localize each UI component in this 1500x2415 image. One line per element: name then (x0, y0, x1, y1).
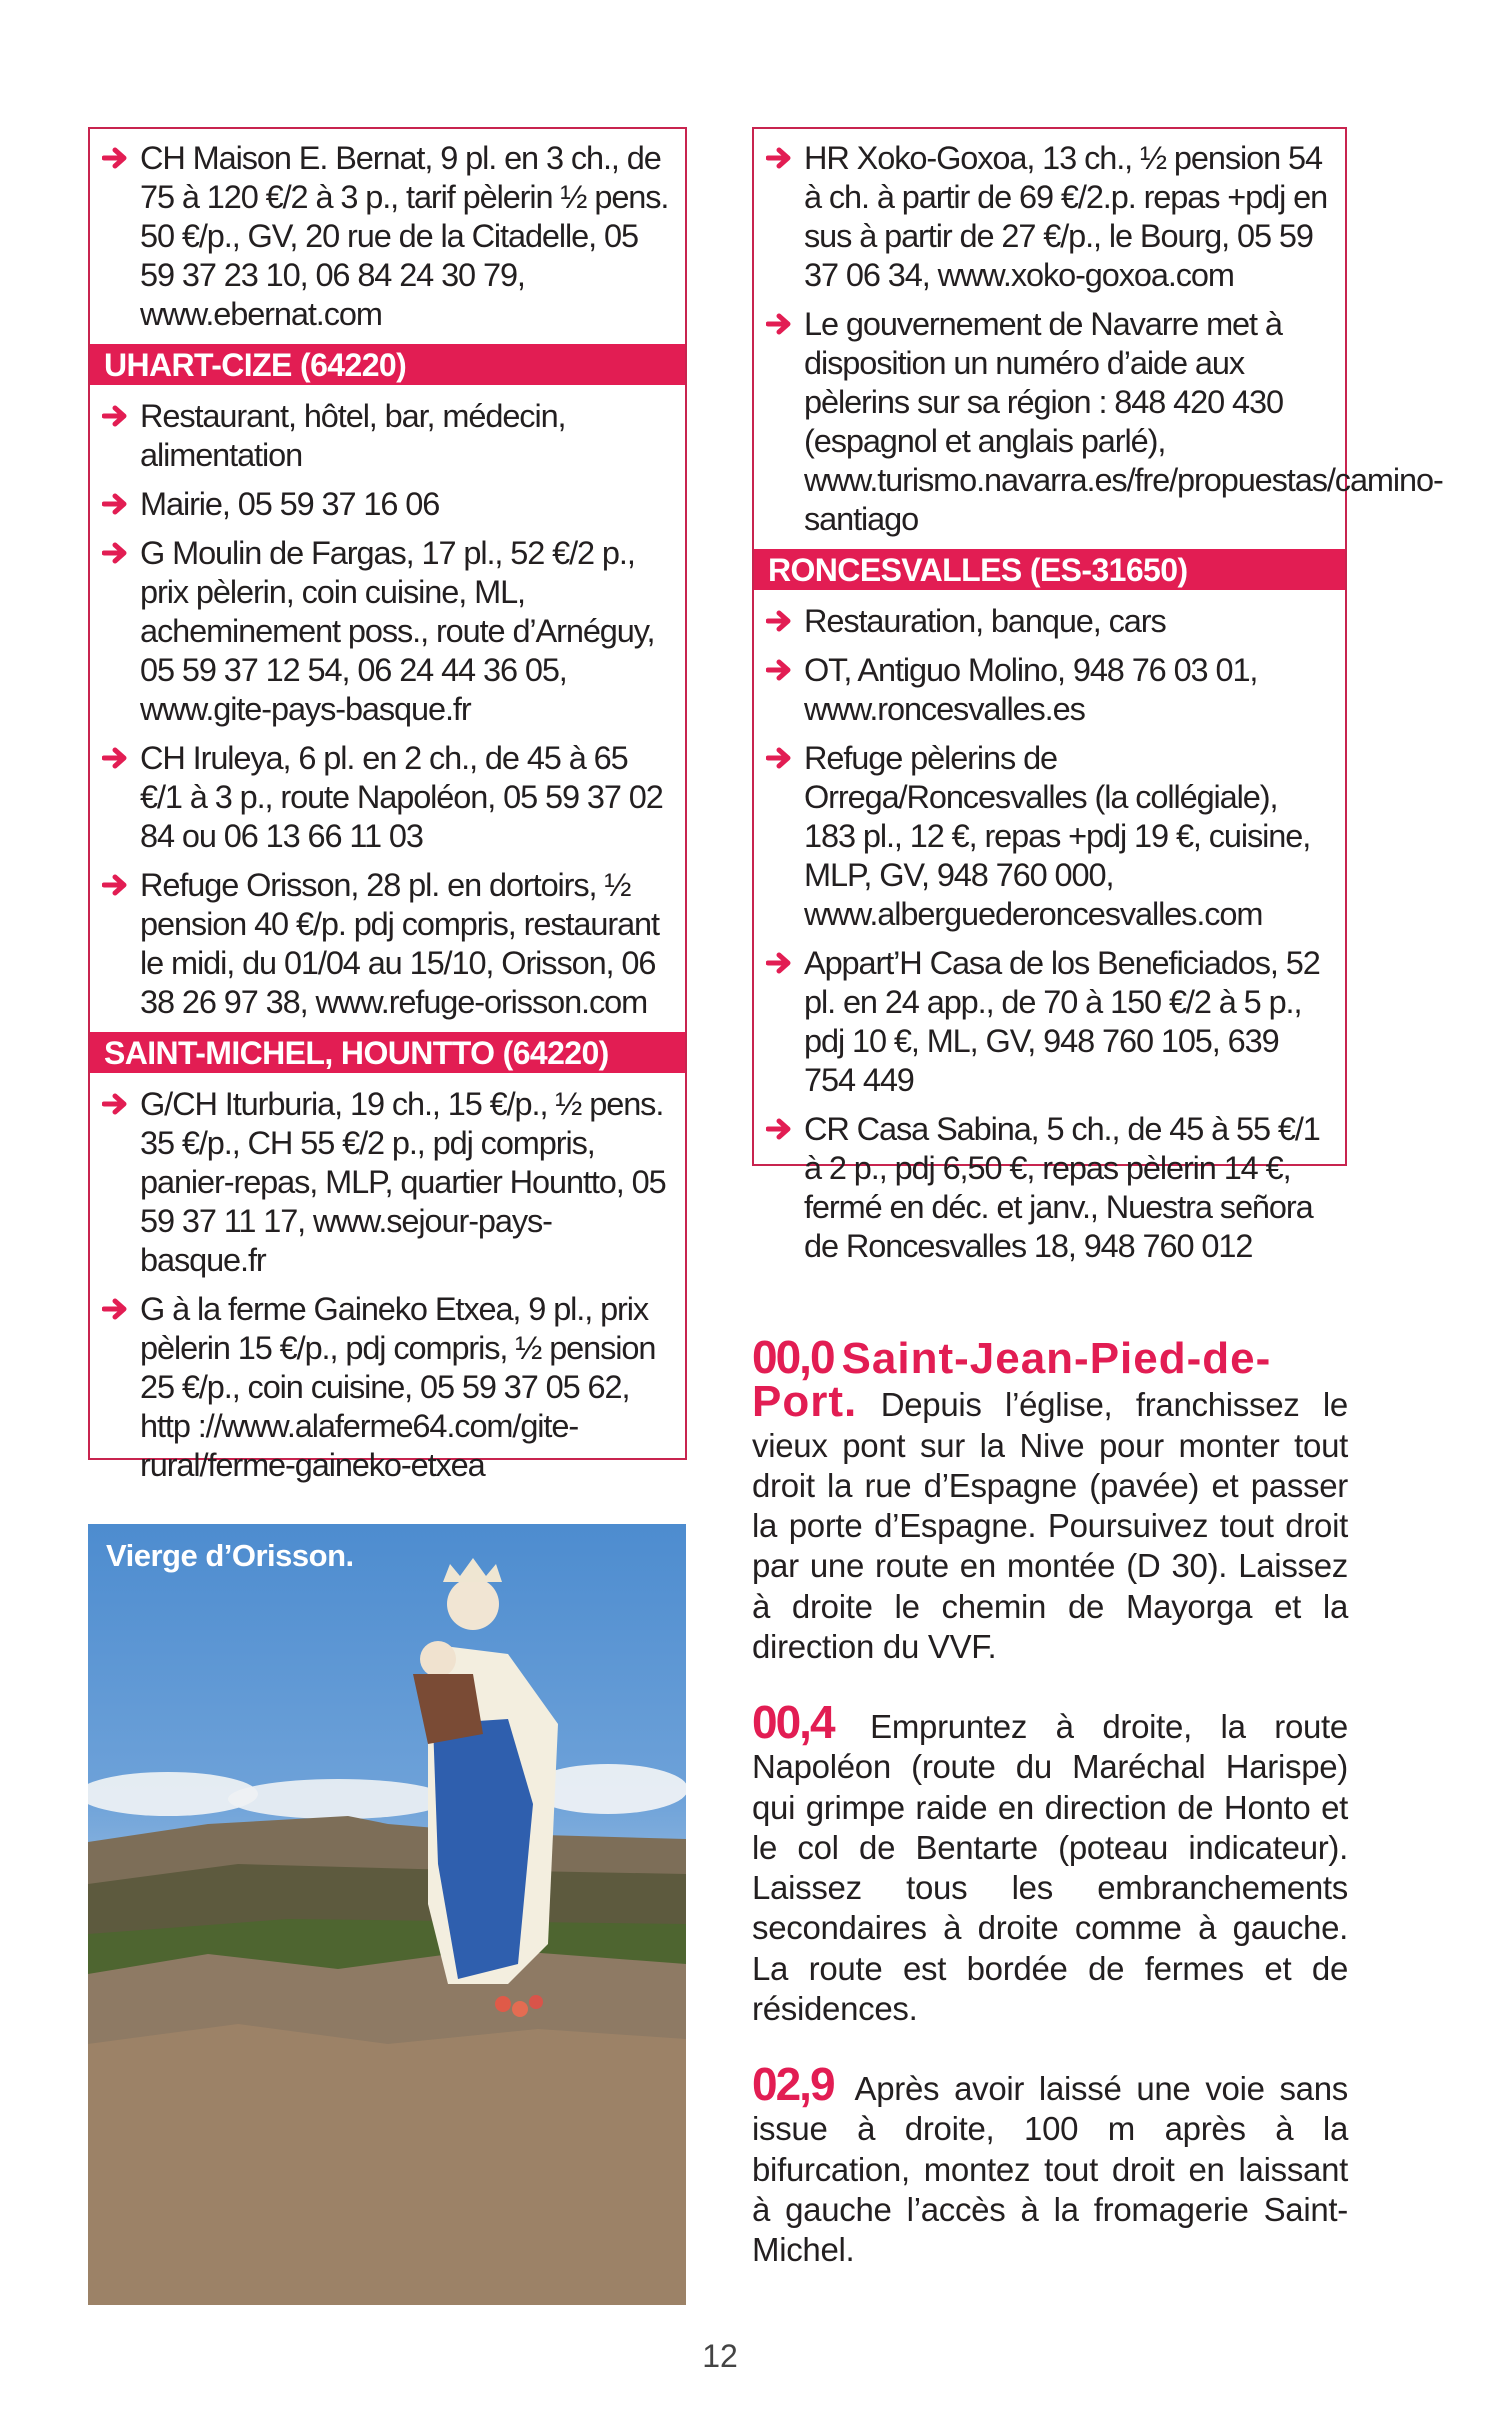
list-item: Restauration, banque, cars (754, 602, 1345, 641)
step-description: Empruntez à droite, la route Napoléon (route du Maréchal Harispe) qui grimpe raide en direction de Honto et le col de Bentarte (poteau indicateur). Laissez tous les embranchements secondaires à droite comme à gauche. La route est bordée de fermes et de résidences. (752, 1708, 1348, 2028)
list-item: Restaurant, hôtel, bar, médecin, alimentation (90, 397, 685, 475)
accommodation-box-left (88, 127, 687, 1483)
step-description: Après avoir laissé une voie sans issue à droite, 100 m après à la bifurcation, montez tout droit en laissant à gauche l’accès à la fromagerie Saint-Michel. (752, 2070, 1348, 2269)
arrow-right-icon (766, 747, 796, 769)
arrow-right-icon (102, 493, 132, 515)
step-description: Depuis l’église, franchissez le vieux pont sur la Nive pour monter tout droit la rue d’Espagne (pavée) et passer la porte d’Espagne. Poursuivez tout droit par une route en montée (D 30). Laissez à droite le chemin de Mayorga et la direction du VVF. (752, 1386, 1348, 1666)
arrow-right-icon (102, 747, 132, 769)
statue-illustration (88, 1524, 686, 2305)
section-header-roncesvalles: RONCESVALLES (ES-31650) (754, 549, 1345, 590)
arrow-right-icon (102, 405, 132, 427)
photo-caption: Vierge d’Orisson. (106, 1538, 354, 1573)
list-item: Refuge pèlerins de Orrega/Roncesvalles (la collégiale), 183 pl., 12 €, repas +pdj 19 €, cuisine, MLP, GV, 948 760 000, www.alberguederoncesvalles.com (754, 739, 1345, 934)
kilometer-marker: 00,4 (752, 1696, 834, 1748)
route-step (752, 1696, 1348, 2029)
arrow-right-icon (766, 952, 796, 974)
accommodation-box-right (752, 127, 1443, 1264)
kilometer-marker: 02,9 (752, 2058, 834, 2110)
arrow-right-icon (102, 542, 132, 564)
photo-vierge-orisson (88, 1524, 686, 2305)
list-item: CH Iruleya, 6 pl. en 2 ch., de 45 à 65 €/1 à 3 p., route Napoléon, 05 59 37 02 84 ou 06 13 66 11 03 (90, 739, 685, 856)
arrow-right-icon (766, 147, 796, 169)
list-item: HR Xoko-Goxoa, 13 ch., ½ pension 54 à ch. à partir de 69 €/2.p. repas +pdj en sus à partir de 27 €/p., le Bourg, 05 59 37 06 34, www.xoko-goxoa.com (754, 139, 1345, 295)
list-item: Le gouvernement de Navarre met à disposition un numéro d’aide aux pèlerins sur sa région : 848 420 430 (espagnol et anglais parlé), www.turismo.navarra.es/fre/propuestas/camino-santiago (754, 305, 1345, 539)
arrow-right-icon (102, 1093, 132, 1115)
kilometer-marker: 00,0 (752, 1331, 834, 1383)
arrow-right-icon (102, 1298, 132, 1320)
section-header-saint-michel: SAINT-MICHEL, HOUNTTO (64220) (90, 1032, 685, 1073)
list-item: G à la ferme Gaineko Etxea, 9 pl., prix pèlerin 15 €/p., pdj compris, ½ pension 25 €/p., coin cuisine, 05 59 37 05 62, http ://www.alaferme64.com/gite-rural/ferme-gaineko-etxea (90, 1290, 685, 1485)
list-item: G/CH Iturburia, 19 ch., 15 €/p., ½ pens. 35 €/p., CH 55 €/2 p., pdj compris, panier-repas, MLP, quartier Hountto, 05 59 37 11 17, www.sejour-pays-basque.fr (90, 1085, 685, 1280)
list-item: OT, Antiguo Molino, 948 76 03 01, www.roncesvalles.es (754, 651, 1345, 729)
list-item: CH Maison E. Bernat, 9 pl. en 3 ch., de 75 à 120 €/2 à 3 p., tarif pèlerin ½ pens. 50 €/p., GV, 20 rue de la Citadelle, 05 59 37 23 10, 06 84 24 30 79, www.ebernat.com (90, 139, 685, 334)
list-item: G Moulin de Fargas, 17 pl., 52 €/2 p., prix pèlerin, coin cuisine, ML, acheminement poss., route d’Arnéguy, 05 59 37 12 54, 06 24 44 36 05, www.gite-pays-basque.fr (90, 534, 685, 729)
arrow-right-icon (766, 1118, 796, 1140)
list-item: Refuge Orisson, 28 pl. en dortoirs, ½ pension 40 €/p. pdj compris, restaurant le midi, du 01/04 au 15/10, Orisson, 06 38 26 97 38, www.refuge-orisson.com (90, 866, 685, 1022)
place-name: Saint-Jean-Pied-de-Port. (752, 1334, 1272, 1427)
arrow-right-icon (766, 659, 796, 681)
arrow-right-icon (102, 874, 132, 896)
section-header-uhart-cize: UHART-CIZE (64220) (90, 344, 685, 385)
list-item: CR Casa Sabina, 5 ch., de 45 à 55 €/1 à 2 p., pdj 6,50 €, repas pèlerin 14 €, fermé en déc. et janv., Nuestra señora de Roncesvalles 18, 948 760 012 (754, 1110, 1345, 1266)
page-number: 12 (702, 2338, 738, 2374)
route-step (752, 1331, 1348, 1667)
list-item: Appart’H Casa de los Beneficiados, 52 pl. en 24 app., de 70 à 150 €/2 à 5 p., pdj 10 €, ML, GV, 948 760 105, 639 754 449 (754, 944, 1345, 1100)
arrow-right-icon (102, 147, 132, 169)
route-step (752, 2058, 1348, 2270)
list-item: Mairie, 05 59 37 16 06 (90, 485, 685, 524)
arrow-right-icon (766, 313, 796, 335)
arrow-right-icon (766, 610, 796, 632)
